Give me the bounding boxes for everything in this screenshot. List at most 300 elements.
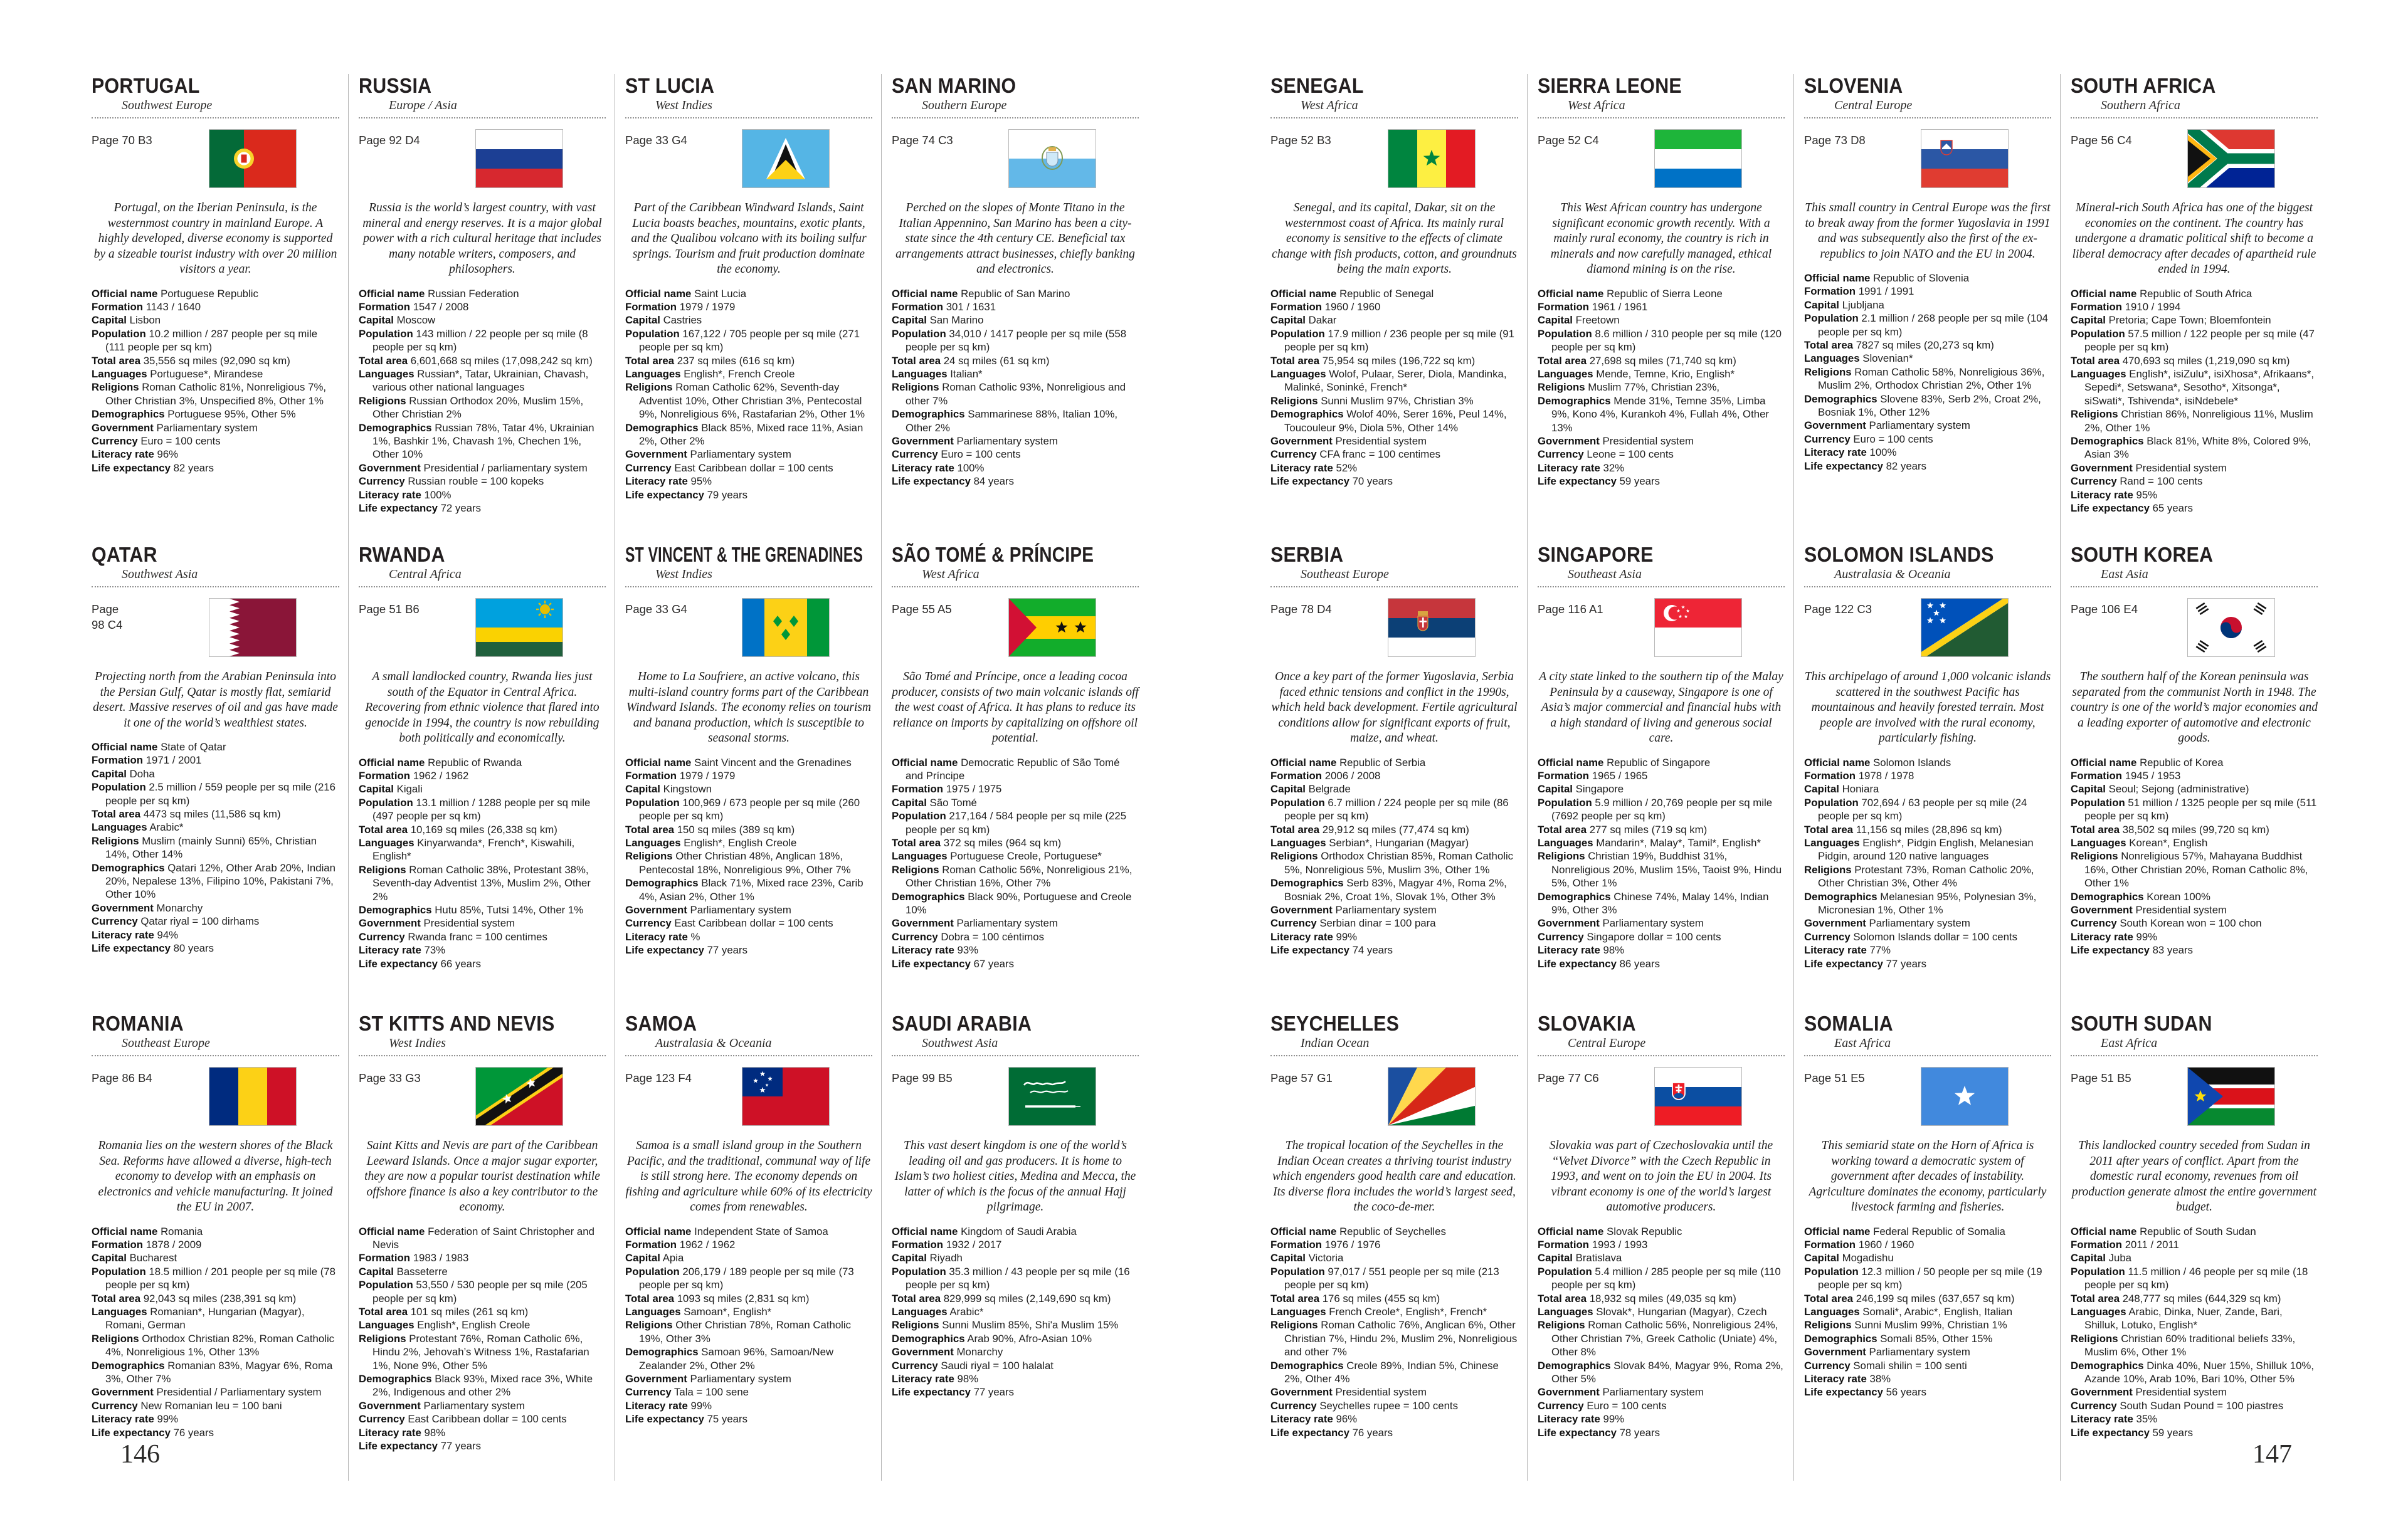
stat-row bbox=[1804, 1238, 2051, 1251]
stat-row bbox=[892, 1332, 1139, 1345]
stat-value: 1991 / 1991 bbox=[1858, 285, 1914, 298]
country-description: A city state linked to the southern tip of the Malay Peninsula by a causeway, Singapore is one of Asia’s major commercial and financial hubs with a high standard of living and generous social care. bbox=[1539, 670, 1783, 745]
stat-value: Presidential system bbox=[2135, 1386, 2227, 1399]
page-and-flag-row bbox=[2071, 130, 2318, 189]
stat-label: Religions bbox=[625, 381, 673, 394]
stat-row bbox=[1538, 1238, 1785, 1251]
stat-label: Currency bbox=[359, 1413, 405, 1426]
stat-value: Mende 31%, Temne 35%, Limba 9%, Kono 4%, Kurankoh 4%, Fullah 4%, Other 13% bbox=[1551, 394, 1770, 434]
stat-label: Literacy rate bbox=[2071, 930, 2133, 943]
stat-label: Government bbox=[2071, 903, 2133, 916]
stat-label: Life expectancy bbox=[1538, 475, 1617, 488]
stat-value: Euro = 100 cents bbox=[1587, 1399, 1667, 1412]
country-name: SLOVAKIA bbox=[1538, 1012, 1636, 1035]
stat-row bbox=[1804, 796, 2051, 823]
country-entry bbox=[1260, 543, 1527, 1012]
stat-label: Population bbox=[1804, 1265, 1859, 1278]
stat-row bbox=[1538, 1385, 1785, 1399]
country-description: Mineral-rich South Africa has one of the biggest economies on the continent. The country has undergone a dramatic political shift to become a liberal democracy after decades of apartheid rule ended in 1994. bbox=[2072, 201, 2316, 276]
stat-label: Capital bbox=[92, 314, 127, 327]
stat-row bbox=[1804, 769, 2051, 782]
stat-row bbox=[625, 823, 872, 836]
stat-row bbox=[625, 930, 872, 943]
page-prefix-label: Page bbox=[1270, 134, 1298, 147]
stat-row bbox=[2071, 823, 2318, 836]
stat-row bbox=[2071, 756, 2318, 769]
stat-label: Demographics bbox=[1804, 890, 1877, 903]
stat-label: Languages bbox=[892, 850, 948, 863]
page-prefix-label: Page bbox=[2071, 134, 2098, 147]
stat-value: Portuguese Republic bbox=[161, 287, 258, 300]
stat-value: 83 years bbox=[2152, 944, 2193, 957]
stat-label: Literacy rate bbox=[1270, 930, 1333, 943]
stat-value: 1993 / 1993 bbox=[1592, 1238, 1648, 1251]
country-region: Southeast Europe bbox=[122, 1036, 210, 1050]
country-entry bbox=[1527, 543, 1793, 1012]
stat-value: Russian Federation bbox=[428, 287, 519, 300]
stat-value: Christian 86%, Nonreligious 11%, Muslim 2%, Other 1% bbox=[2084, 408, 2313, 434]
stat-row bbox=[892, 1292, 1139, 1305]
stat-label: Life expectancy bbox=[1804, 460, 1883, 472]
stat-value: Federal Republic of Somalia bbox=[1873, 1225, 2005, 1237]
stat-label: Capital bbox=[359, 783, 394, 796]
stat-label: Literacy rate bbox=[892, 461, 954, 474]
country-name: RWANDA bbox=[359, 543, 445, 566]
stat-value: 1910 / 1994 bbox=[2125, 300, 2181, 313]
stat-label: Capital bbox=[359, 314, 394, 327]
stat-value: 32% bbox=[1603, 461, 1625, 474]
page-ref-value: 122 C3 bbox=[1834, 602, 1872, 616]
map-page-reference bbox=[92, 599, 166, 633]
stat-label: Literacy rate bbox=[1270, 1413, 1333, 1426]
stat-label: Languages bbox=[359, 836, 415, 849]
stat-value: 277 sq miles (719 sq km) bbox=[1589, 823, 1708, 836]
stat-value: Presidential system bbox=[1602, 434, 1694, 447]
stat-value: Parliamentary system bbox=[1602, 1386, 1704, 1399]
stat-value: French Creole*, English*, French* bbox=[1329, 1305, 1487, 1318]
stat-label: Capital bbox=[892, 1252, 927, 1264]
stat-row bbox=[1270, 300, 1518, 313]
stat-row bbox=[359, 394, 606, 421]
stat-label: Languages bbox=[1270, 367, 1326, 380]
stat-label: Demographics bbox=[1538, 394, 1611, 407]
stat-row bbox=[892, 809, 1139, 836]
stat-label: Government bbox=[625, 448, 687, 461]
stat-label: Languages bbox=[92, 821, 147, 834]
page-ref-value: 52 B3 bbox=[1301, 134, 1331, 147]
stat-label: Government bbox=[2071, 461, 2133, 474]
country-stats bbox=[92, 740, 339, 955]
stat-value: Republic of Korea bbox=[2140, 756, 2224, 769]
stat-row bbox=[1270, 354, 1518, 367]
stat-row bbox=[892, 930, 1139, 943]
stat-label: Population bbox=[892, 327, 946, 340]
country-region: West Indies bbox=[389, 1036, 446, 1050]
stat-row bbox=[892, 1318, 1139, 1332]
stat-row bbox=[625, 782, 872, 796]
stat-row bbox=[1270, 327, 1518, 354]
stat-row bbox=[359, 461, 606, 475]
stat-row bbox=[892, 1385, 1139, 1399]
stat-row bbox=[1538, 756, 1785, 769]
stat-row bbox=[2071, 407, 2318, 434]
stat-label: Life expectancy bbox=[892, 1386, 971, 1399]
stat-row bbox=[359, 782, 606, 796]
flag-senegal-icon bbox=[1388, 130, 1475, 187]
flag-serbia-icon bbox=[1388, 599, 1475, 656]
stat-label: Life expectancy bbox=[892, 475, 971, 488]
stat-label: Life expectancy bbox=[359, 957, 438, 970]
stat-value: Euro = 100 cents bbox=[941, 448, 1021, 461]
stat-row bbox=[625, 836, 872, 849]
stat-label: Population bbox=[359, 1279, 413, 1291]
stat-label: Official name bbox=[1804, 756, 1871, 769]
stat-row bbox=[1538, 1359, 1785, 1386]
stat-label: Total area bbox=[1538, 1292, 1587, 1305]
country-description: Perched on the slopes of Monte Titano in the Italian Appennino, San Marino has been a city-state since the 4th century CE. Beneficial tax arrangements attract businesses, chiefly banking and electronics. bbox=[895, 201, 1135, 276]
map-page-reference bbox=[2071, 130, 2145, 149]
stat-row bbox=[359, 943, 606, 957]
stat-row bbox=[892, 943, 1139, 957]
country-name: ST LUCIA bbox=[625, 74, 715, 97]
stat-value: 76 years bbox=[173, 1426, 214, 1439]
page-ref-value: 33 G4 bbox=[655, 134, 687, 147]
stat-label: Religions bbox=[1270, 1319, 1318, 1332]
flag-sao-tome-icon bbox=[1009, 599, 1096, 656]
stat-value: Sunni Muslim 85%, Shi'a Muslim 15% bbox=[942, 1319, 1119, 1332]
stat-label: Official name bbox=[2071, 756, 2137, 769]
stat-label: Total area bbox=[625, 354, 675, 367]
stat-row bbox=[359, 957, 606, 970]
stat-value: Slovak Republic bbox=[1607, 1225, 1682, 1237]
page-147 bbox=[1260, 74, 2326, 1481]
stat-value: Somali shilin = 100 senti bbox=[1853, 1359, 1967, 1372]
stat-value: 1971 / 2001 bbox=[145, 754, 202, 767]
stat-value: 217,164 / 584 people per sq mile (225 people per sq km) bbox=[906, 810, 1127, 836]
stat-value: 73% bbox=[424, 944, 446, 957]
country-entry bbox=[881, 74, 1148, 543]
country-name: SÃO TOMÉ & PRÍNCIPE bbox=[892, 543, 1094, 566]
stat-label: Languages bbox=[2071, 367, 2126, 380]
country-entry bbox=[82, 74, 348, 543]
stat-row bbox=[1538, 475, 1785, 488]
stat-value: Parliamentary system bbox=[690, 448, 791, 461]
stat-value: 17.9 million / 236 people per sq mile (91 people per sq km) bbox=[1284, 327, 1514, 354]
stat-row bbox=[1804, 285, 2051, 298]
stat-value: English*, Pidgin English, Melanesian Pidgin, around 120 native languages bbox=[1818, 836, 2034, 863]
stat-label: Literacy rate bbox=[359, 944, 421, 957]
stat-value: Freetown bbox=[1575, 314, 1620, 327]
stat-value: Riyadh bbox=[929, 1252, 963, 1264]
stat-value: Basseterre bbox=[396, 1265, 448, 1278]
stat-value: Roman Catholic 76%, Anglican 6%, Other Christian 7%, Hindu 2%, Muslim 2%, Nonreligious and other 7% bbox=[1284, 1319, 1518, 1358]
stat-row bbox=[359, 367, 606, 394]
stat-label: Currency bbox=[1270, 1399, 1317, 1412]
country-entry bbox=[348, 1012, 615, 1481]
stat-value: Sammarinese 88%, Italian 10%, Other 2% bbox=[906, 408, 1118, 434]
map-page-reference bbox=[1538, 599, 1612, 617]
stat-label: Formation bbox=[1538, 300, 1590, 313]
stat-row bbox=[1538, 890, 1785, 917]
stat-row bbox=[1270, 461, 1518, 475]
page-prefix-label: Page bbox=[92, 1071, 119, 1085]
stat-label: Government bbox=[625, 903, 687, 916]
stat-label: Government bbox=[1804, 419, 1866, 432]
stat-value: Korean*, English bbox=[2129, 836, 2208, 849]
stat-label: Demographics bbox=[1270, 1359, 1344, 1372]
country-stats bbox=[359, 1225, 606, 1453]
stat-row bbox=[359, 1399, 606, 1412]
country-region: East Africa bbox=[2101, 1036, 2158, 1050]
stat-row bbox=[359, 1278, 606, 1305]
country-entry bbox=[1260, 74, 1527, 543]
stat-value: 38,502 sq miles (99,720 sq km) bbox=[2122, 823, 2269, 836]
dotted-rule bbox=[1804, 586, 2051, 587]
stat-row bbox=[1538, 381, 1785, 394]
stat-row bbox=[1270, 1292, 1518, 1305]
stat-value: 100% bbox=[957, 461, 985, 474]
stat-row bbox=[359, 1332, 606, 1372]
stat-row bbox=[892, 1265, 1139, 1292]
stat-label: Languages bbox=[1538, 1305, 1593, 1318]
stat-value: 35% bbox=[2136, 1413, 2158, 1426]
stat-row bbox=[359, 1439, 606, 1452]
stat-label: Formation bbox=[625, 1238, 677, 1251]
country-entry bbox=[348, 74, 615, 543]
stat-value: English*, isiZulu*, isiXhosa*, Afrikaans*, Sepedi*, Setswana*, Sesotho*, Xitsonga*, siSwati*, Tshivenda*, isiNdebele* bbox=[2084, 367, 2315, 407]
country-region: Australasia & Oceania bbox=[1834, 567, 1951, 581]
country-description: Saint Kitts and Nevis are part of the Caribbean Leeward Islands. Once a major sugar exporter, they are now a popular tourist destination while offshore finance is also a key contributor to the economy. bbox=[364, 1139, 600, 1214]
stat-value: Parliamentary system bbox=[1602, 917, 1704, 930]
stat-value: 829,999 sq miles (2,149,690 sq km) bbox=[943, 1292, 1111, 1305]
map-page-reference bbox=[1538, 130, 1612, 149]
stat-row bbox=[1538, 1265, 1785, 1292]
stat-value: Federation of Saint Christopher and Nevis bbox=[372, 1225, 594, 1251]
stat-value: 10.2 million / 287 people per sq mile (111 people per sq km) bbox=[105, 327, 318, 354]
country-name: SENEGAL bbox=[1270, 74, 1364, 97]
stat-value: Monarchy bbox=[156, 901, 203, 914]
stat-label: Literacy rate bbox=[359, 1426, 421, 1439]
stat-label: Religions bbox=[1804, 863, 1852, 876]
country-stats bbox=[892, 1225, 1139, 1399]
stat-value: Arab 90%, Afro-Asian 10% bbox=[967, 1332, 1092, 1345]
stat-label: Total area bbox=[359, 823, 408, 836]
stat-row bbox=[625, 1251, 872, 1264]
stat-label: Government bbox=[92, 901, 154, 914]
flag-romania-icon bbox=[209, 1068, 296, 1125]
dotted-rule bbox=[1804, 1055, 2051, 1056]
country-entry bbox=[348, 543, 615, 1012]
country-name: ST KITTS AND NEVIS bbox=[359, 1012, 555, 1035]
stat-value: 7827 sq miles (20,273 sq km) bbox=[1856, 339, 1994, 352]
dotted-rule bbox=[359, 586, 606, 587]
stat-label: Population bbox=[359, 796, 413, 809]
stat-label: Population bbox=[2071, 327, 2125, 340]
stat-row bbox=[1804, 352, 2051, 365]
stat-value: 51 million / 1325 people per sq mile (511 people per sq km) bbox=[2084, 796, 2317, 822]
stat-label: Demographics bbox=[2071, 1359, 2144, 1372]
stat-row bbox=[1804, 433, 2051, 446]
stat-label: Total area bbox=[892, 354, 941, 367]
stat-row bbox=[1804, 1292, 2051, 1305]
stat-value: Portuguese*, Mirandese bbox=[150, 367, 263, 380]
stat-value: 57.5 million / 122 people per sq mile (47 people per sq km) bbox=[2084, 327, 2315, 354]
stat-label: Population bbox=[1270, 796, 1325, 809]
country-name: SINGAPORE bbox=[1538, 543, 1654, 566]
stat-row bbox=[359, 300, 606, 313]
stat-value: Arabic* bbox=[949, 1305, 984, 1318]
stat-label: Demographics bbox=[1804, 392, 1877, 405]
country-stats bbox=[892, 756, 1139, 971]
stat-label: Capital bbox=[1538, 1252, 1573, 1264]
page-number-right: 147 bbox=[2252, 1440, 2292, 1469]
country-description: Senegal, and its capital, Dakar, sit on the westernmost coast of Africa. Its mainly rural economy is sensitive to the effects of climate change with fish products, cotton, and groundnuts being the main exports. bbox=[1272, 201, 1517, 276]
stat-label: Formation bbox=[1538, 1238, 1590, 1251]
stat-row bbox=[1270, 1359, 1518, 1386]
map-page-reference bbox=[625, 130, 699, 149]
stat-value: 96% bbox=[1336, 1413, 1358, 1426]
stat-row bbox=[892, 407, 1139, 434]
stat-row bbox=[1538, 434, 1785, 448]
stat-value: Creole 89%, Indian 5%, Chinese 2%, Other 4% bbox=[1284, 1359, 1499, 1385]
stat-value: Republic of Serbia bbox=[1339, 756, 1426, 769]
dotted-rule bbox=[92, 1055, 339, 1056]
stat-row bbox=[892, 1251, 1139, 1264]
stat-label: Formation bbox=[1270, 769, 1323, 782]
stat-row bbox=[2071, 1251, 2318, 1264]
dotted-rule bbox=[1270, 117, 1518, 118]
stat-label: Literacy rate bbox=[1538, 944, 1600, 957]
stat-row bbox=[92, 780, 339, 807]
stat-label: Population bbox=[1804, 312, 1859, 325]
page-and-flag-row bbox=[1538, 130, 1785, 189]
stat-row bbox=[1538, 1426, 1785, 1439]
stat-value: 2006 / 2008 bbox=[1324, 769, 1381, 782]
page-prefix-label: Page bbox=[1538, 134, 1565, 147]
stat-label: Literacy rate bbox=[92, 1413, 154, 1426]
map-page-reference bbox=[892, 599, 966, 617]
stat-label: Currency bbox=[1804, 1359, 1851, 1372]
stat-value: Parliamentary system bbox=[1869, 419, 1970, 432]
stat-label: Government bbox=[1270, 1386, 1333, 1399]
stat-value: Republic of Slovenia bbox=[1873, 272, 1970, 284]
stat-value: Euro = 100 cents bbox=[1853, 433, 1933, 445]
stat-label: Capital bbox=[2071, 783, 2106, 796]
page-prefix-label: Page bbox=[1804, 1071, 1832, 1085]
stat-row bbox=[359, 1372, 606, 1399]
stat-value: 301 / 1631 bbox=[946, 300, 996, 313]
page-and-flag-row bbox=[1804, 599, 2051, 658]
flag-seychelles-icon bbox=[1388, 1068, 1475, 1125]
stat-label: Literacy rate bbox=[1538, 1413, 1600, 1426]
dotted-rule bbox=[1538, 586, 1785, 587]
page-prefix-label: Page bbox=[1538, 1071, 1565, 1085]
stat-label: Literacy rate bbox=[625, 475, 688, 488]
stat-label: Religions bbox=[92, 381, 139, 394]
stat-value: Republic of San Marino bbox=[961, 287, 1070, 300]
stat-row bbox=[625, 1292, 872, 1305]
stat-value: Seychelles rupee = 100 cents bbox=[1319, 1399, 1458, 1412]
country-stats bbox=[625, 287, 872, 502]
stat-row bbox=[2071, 327, 2318, 354]
stat-value: Bratislava bbox=[1575, 1252, 1622, 1264]
stat-row bbox=[625, 1399, 872, 1412]
stat-label: Life expectancy bbox=[1538, 1426, 1617, 1439]
stat-value: 1878 / 2009 bbox=[145, 1238, 202, 1251]
map-page-reference bbox=[1270, 599, 1344, 617]
stat-row bbox=[2071, 1225, 2318, 1238]
stat-label: Demographics bbox=[92, 1359, 165, 1372]
map-page-reference bbox=[1270, 1068, 1344, 1086]
stat-row bbox=[92, 381, 339, 407]
stat-value: Presidential system bbox=[1335, 1386, 1427, 1399]
map-page-reference bbox=[1804, 599, 1878, 617]
stat-label: Life expectancy bbox=[92, 942, 171, 955]
country-stats bbox=[892, 287, 1139, 488]
stat-value: Hutu 85%, Tutsi 14%, Other 1% bbox=[435, 903, 584, 916]
stat-label: Official name bbox=[892, 287, 958, 300]
stat-value: Parliamentary system bbox=[956, 917, 1058, 930]
flag-solomon-islands-icon bbox=[1921, 599, 2008, 656]
dotted-rule bbox=[92, 117, 339, 118]
country-entry bbox=[82, 543, 348, 1012]
stat-label: Religions bbox=[625, 1319, 673, 1332]
stat-value: Pretoria; Cape Town; Bloemfontein bbox=[2108, 314, 2271, 327]
stat-value: Qatari 12%, Other Arab 20%, Indian 20%, Nepalese 13%, Filipino 10%, Pakistani 7%, Other 10% bbox=[105, 861, 335, 901]
stat-label: Languages bbox=[625, 1305, 681, 1318]
stat-row bbox=[359, 863, 606, 903]
stat-row bbox=[92, 1412, 339, 1426]
stat-row bbox=[1538, 313, 1785, 327]
country-description: Home to La Soufriere, an active volcano, this multi-island country forms part of the Caribbean Windward Islands. The economy relies on tourism and banana production, which is susceptible to seasonal storms. bbox=[626, 670, 872, 745]
stat-value: 246,199 sq miles (637,657 sq km) bbox=[1856, 1292, 2015, 1305]
stat-row bbox=[2071, 1265, 2318, 1292]
stat-label: Literacy rate bbox=[892, 1372, 954, 1385]
stat-row bbox=[1804, 460, 2051, 473]
stat-label: Official name bbox=[92, 1225, 158, 1237]
stat-row bbox=[92, 407, 339, 421]
stat-label: Capital bbox=[92, 1252, 127, 1264]
stat-label: Official name bbox=[2071, 287, 2137, 300]
country-stats bbox=[1804, 1225, 2051, 1399]
stat-row bbox=[892, 287, 1139, 300]
stat-label: Official name bbox=[1538, 756, 1604, 769]
country-name: PORTUGAL bbox=[92, 74, 200, 97]
page-ref-value: 78 D4 bbox=[1301, 602, 1332, 616]
stat-label: Literacy rate bbox=[2071, 1413, 2133, 1426]
stat-row bbox=[2071, 475, 2318, 488]
stat-row bbox=[1804, 1265, 2051, 1292]
stat-value: 96% bbox=[157, 448, 179, 461]
stat-row bbox=[92, 300, 339, 313]
stat-label: Literacy rate bbox=[1538, 461, 1600, 474]
country-stats bbox=[359, 756, 606, 971]
stat-row bbox=[892, 1372, 1139, 1385]
stat-row bbox=[1804, 298, 2051, 312]
stat-label: Government bbox=[1804, 917, 1866, 930]
stat-label: Official name bbox=[359, 287, 425, 300]
stat-value: 59 years bbox=[2152, 1426, 2193, 1439]
stat-row bbox=[625, 287, 872, 300]
stat-value: Black 81%, White 8%, Colored 9%, Asian 3% bbox=[2084, 434, 2311, 461]
stat-row bbox=[892, 1238, 1139, 1251]
stat-value: English*, English Creole bbox=[417, 1319, 531, 1332]
country-stats bbox=[2071, 756, 2318, 957]
stat-label: Formation bbox=[92, 1238, 144, 1251]
stat-label: Total area bbox=[1270, 1292, 1320, 1305]
stat-row bbox=[1804, 782, 2051, 796]
stat-row bbox=[625, 849, 872, 876]
